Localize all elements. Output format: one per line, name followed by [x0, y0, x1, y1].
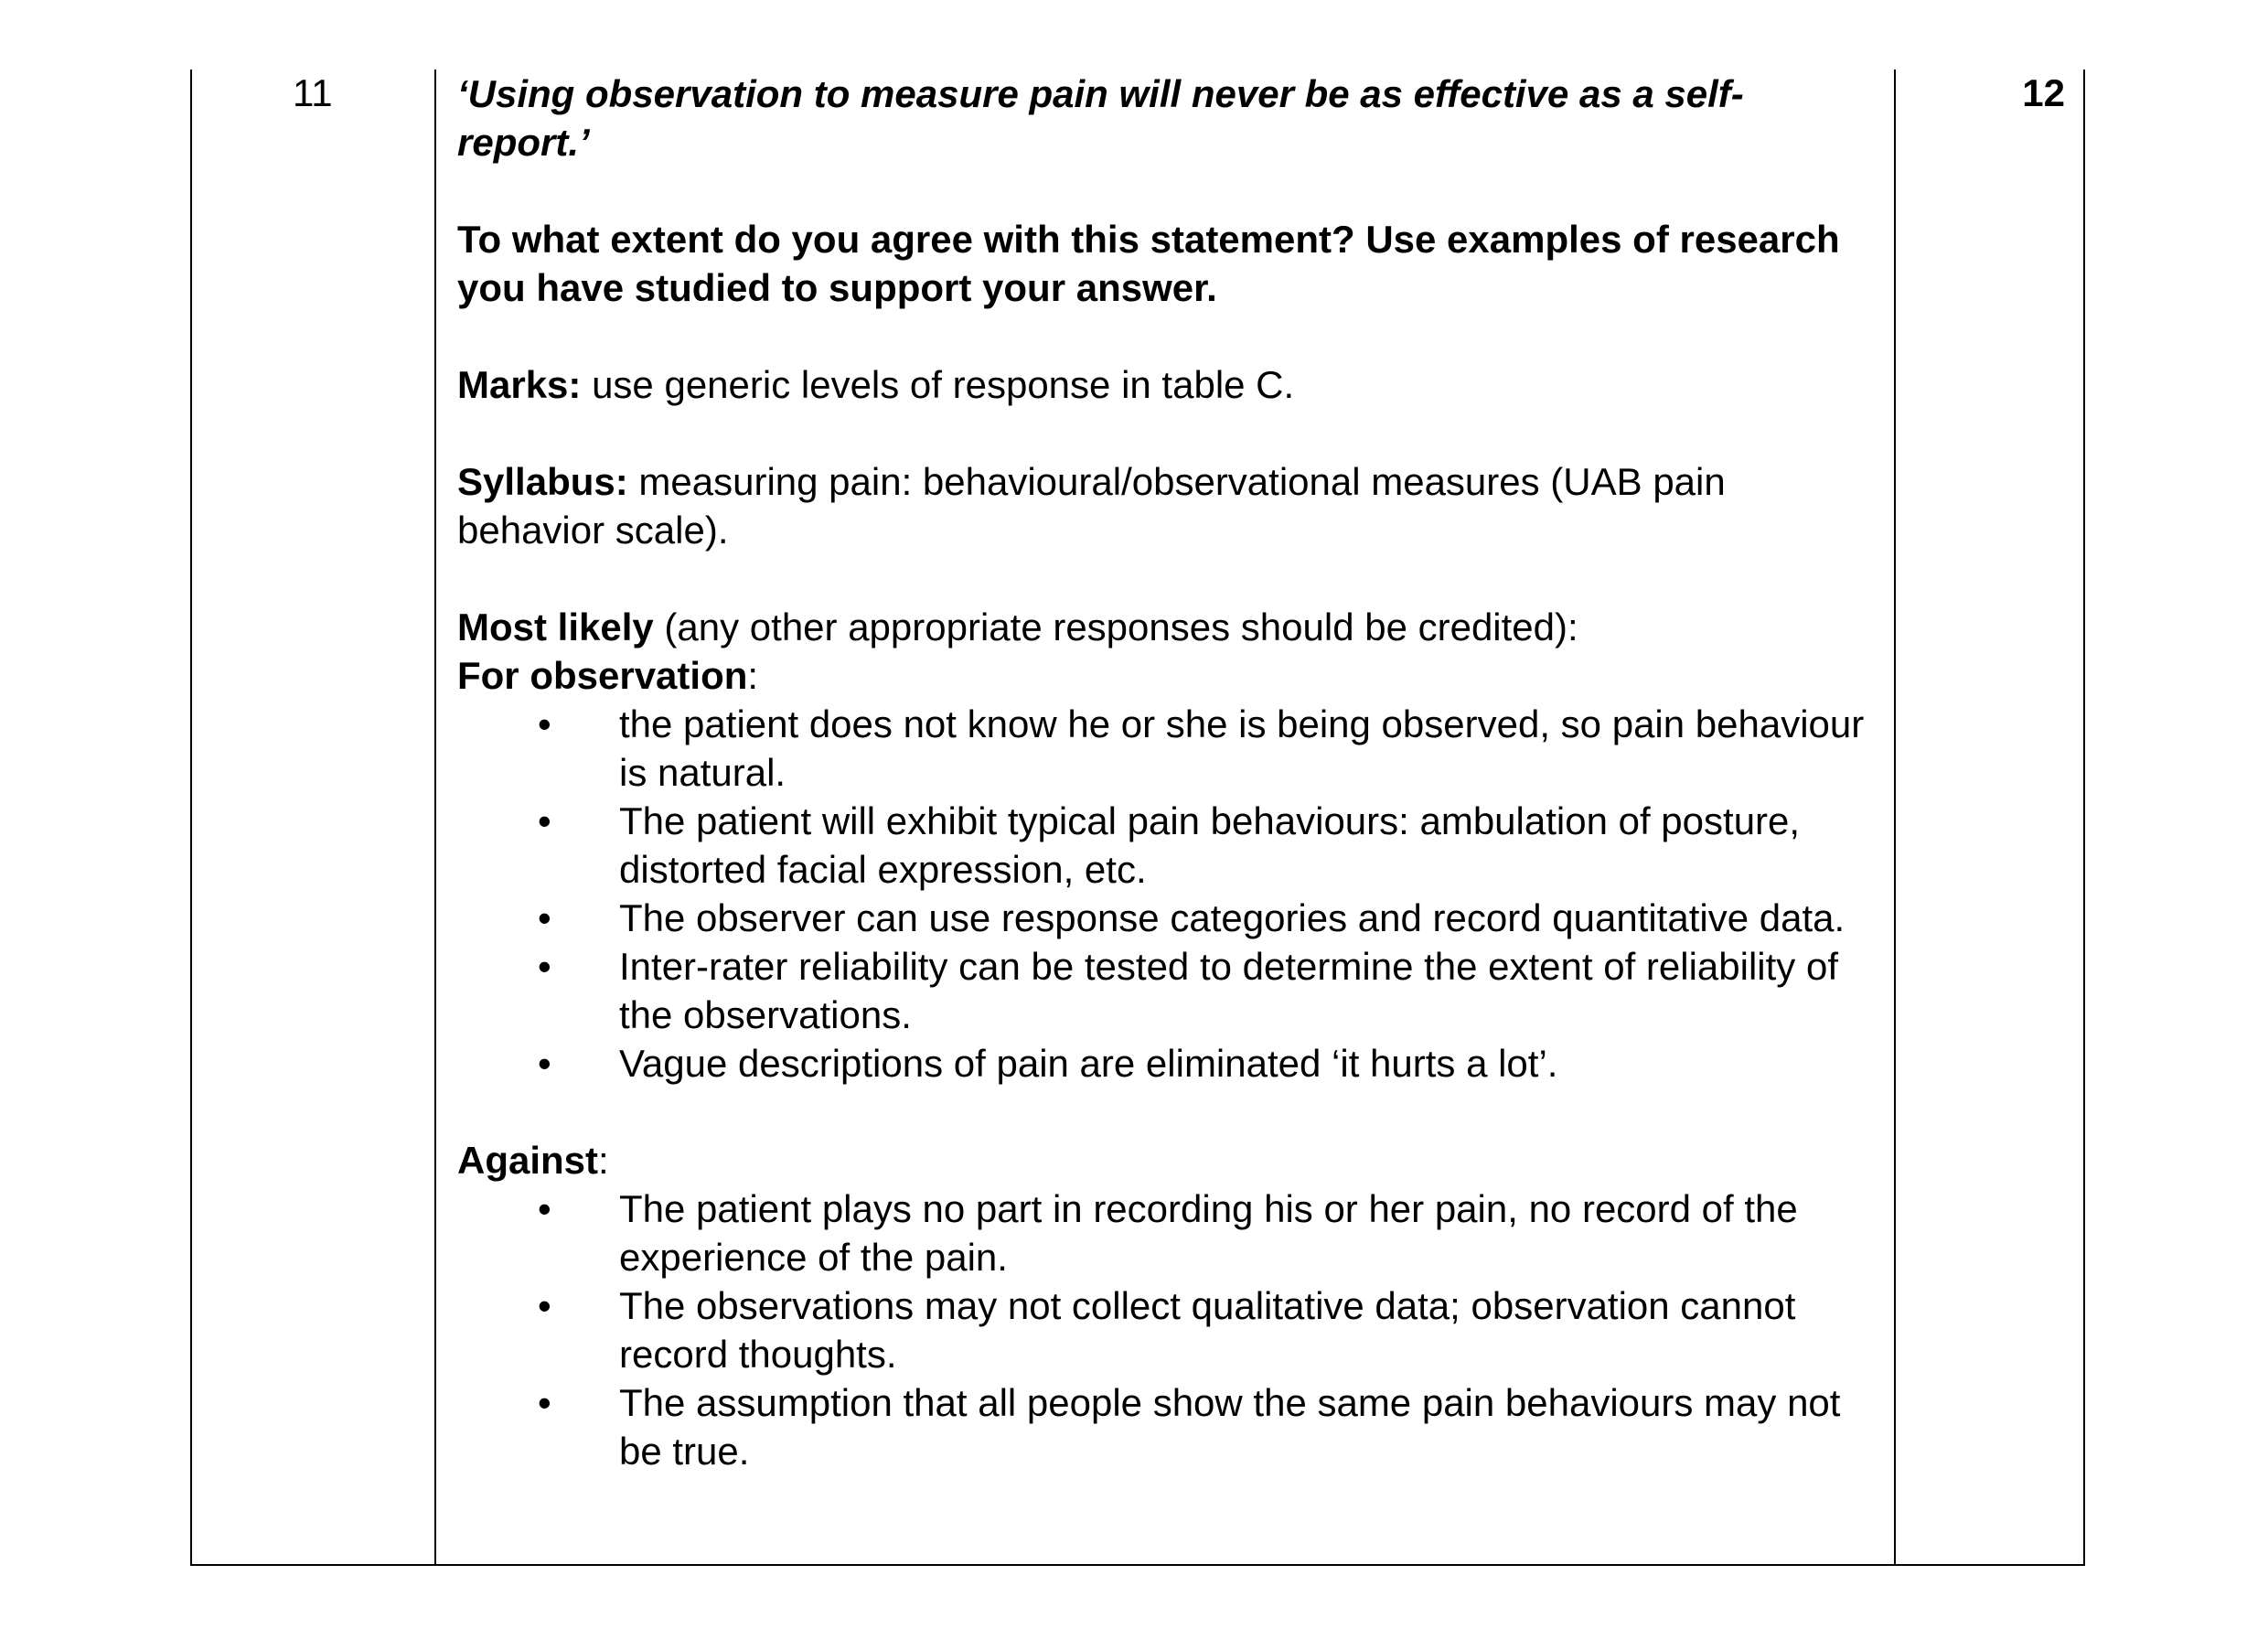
question-statement: ‘Using observation to measure pain will never be as effective as a self-report.’: [457, 72, 1744, 164]
answer-guidance: [457, 70, 1875, 1475]
syllabus-text: measuring pain: behavioural/observational measures (UAB pain behavior scale).: [457, 460, 1726, 552]
marks-label: Marks:: [457, 363, 582, 406]
syllabus-label: Syllabus:: [457, 460, 628, 503]
list-item: • Vague descriptions of pain are eliminated ‘it hurts a lot’.: [538, 1042, 1558, 1085]
list-item: • The patient plays no part in recording his or her pain, no record of the experience of the pain.: [538, 1187, 1798, 1279]
for-observation-heading: For observation:: [457, 654, 759, 697]
total-marks: 12: [2022, 71, 2065, 114]
syllabus-line: [457, 457, 1875, 554]
list-item: • The observer can use response categories and record quantitative data.: [538, 896, 1845, 939]
for-observation-list: [457, 700, 1875, 1088]
list-item: • The assumption that all people show the same pain behaviours may not be true.: [538, 1381, 1841, 1473]
question-number: 11: [293, 71, 333, 114]
against-heading: Against:: [457, 1139, 609, 1182]
most-likely-text: (any other appropriate responses should be credited):: [653, 606, 1578, 648]
column-divider: [1894, 70, 1896, 1564]
marks-text: use generic levels of response in table C.: [581, 363, 1295, 406]
list-item: • The patient will exhibit typical pain behaviours: ambulation of posture, distorted facial expression, etc.: [538, 799, 1801, 891]
list-item: • The observations may not collect qualitative data; observation cannot record thoughts.: [538, 1284, 1796, 1376]
list-item: • the patient does not know he or she is being observed, so pain behaviour is natural.: [538, 702, 1865, 794]
most-likely-line: [457, 603, 1875, 651]
column-divider: [434, 70, 436, 1564]
question-prompt: To what extent do you agree with this statement? Use examples of research you have studied to support your answer.: [457, 218, 1840, 309]
mark-scheme-table: [190, 70, 2085, 1566]
most-likely-label: Most likely: [457, 606, 654, 648]
list-item: • Inter-rater reliability can be tested to determine the extent of reliability of the observations.: [538, 945, 1839, 1036]
marks-line: [457, 360, 1875, 409]
against-list: [457, 1184, 1875, 1475]
